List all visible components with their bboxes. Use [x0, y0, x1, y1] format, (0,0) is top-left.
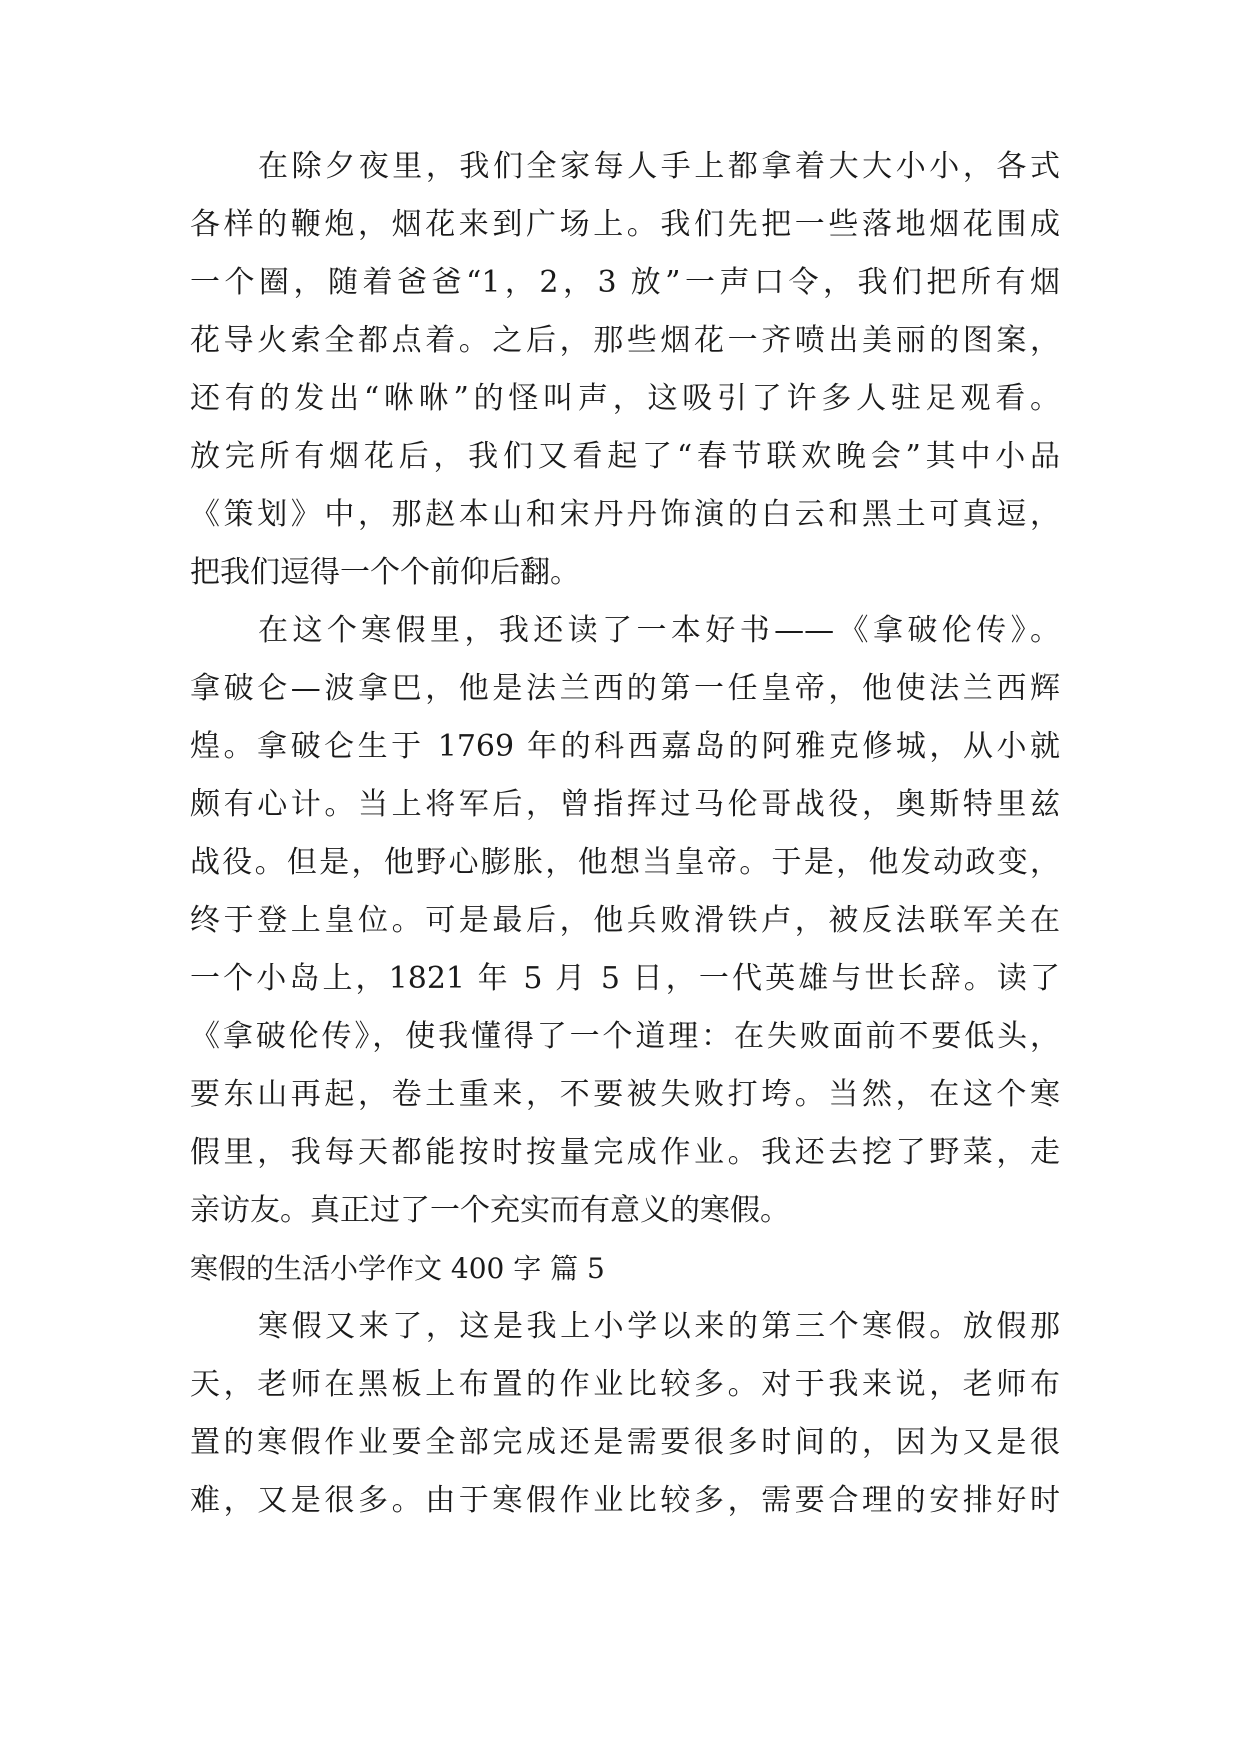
paragraph-line: 《策划》中，那赵本山和宋丹丹饰演的白云和黑土可真逗，: [190, 497, 1060, 532]
section-heading: 寒假的生活小学作文 400 字 篇 5: [190, 1252, 605, 1285]
paragraph-line: 战役。但是，他野心膨胀，他想当皇帝。于是，他发动政变，: [190, 845, 1060, 880]
paragraph-line: 花导火索全都点着。之后，那些烟花一齐喷出美丽的图案，: [190, 323, 1060, 358]
paragraph-line: 难，又是很多。由于寒假作业比较多，需要合理的安排好时: [190, 1483, 1060, 1518]
paragraph-line: 在这个寒假里，我还读了一本好书——《拿破伦传》。: [258, 613, 1060, 648]
paragraph-line: 煌。拿破仑生于 1769 年的科西嘉岛的阿雅克修城，从小就: [190, 729, 1060, 764]
paragraph-line: 在除夕夜里，我们全家每人手上都拿着大大小小，各式: [258, 149, 1060, 184]
paragraph-line: 假里，我每天都能按时按量完成作业。我还去挖了野菜，走: [190, 1135, 1060, 1170]
paragraph-line: 要东山再起，卷土重来，不要被失败打垮。当然，在这个寒: [190, 1077, 1060, 1112]
paragraph-line: 各样的鞭炮，烟花来到广场上。我们先把一些落地烟花围成: [190, 207, 1060, 242]
paragraph-line: 还有的发出“咻咻”的怪叫声，这吸引了许多人驻足观看。: [190, 381, 1060, 416]
paragraph-line: 终于登上皇位。可是最后，他兵败滑铁卢，被反法联军关在: [190, 903, 1060, 938]
paragraph-line: 一个圈，随着爸爸“1，2，3 放”一声口令，我们把所有烟: [190, 265, 1060, 300]
paragraph-line: 把我们逗得一个个前仰后翻。: [190, 555, 580, 590]
paragraph-line: 置的寒假作业要全部完成还是需要很多时间的，因为又是很: [190, 1425, 1060, 1460]
paragraph-line: 天，老师在黑板上布置的作业比较多。对于我来说，老师布: [190, 1367, 1060, 1402]
paragraph-line: 寒假又来了，这是我上小学以来的第三个寒假。放假那: [258, 1309, 1060, 1344]
paragraph-line: 拿破仑—波拿巴，他是法兰西的第一任皇帝，他使法兰西辉: [190, 671, 1060, 706]
paragraph-line: 亲访友。真正过了一个充实而有意义的寒假。: [190, 1193, 790, 1228]
paragraph-line: 《拿破伦传》，使我懂得了一个道理：在失败面前不要低头，: [190, 1019, 1060, 1054]
document-body: [190, 138, 1060, 1530]
paragraph-line: 颇有心计。当上将军后，曾指挥过马伦哥战役，奥斯特里兹: [190, 787, 1060, 822]
paragraph-line: 放完所有烟花后，我们又看起了“春节联欢晚会”其中小品: [190, 439, 1060, 474]
paragraph-line: 一个小岛上，1821 年 5 月 5 日，一代英雄与世长辞。读了: [190, 961, 1060, 996]
